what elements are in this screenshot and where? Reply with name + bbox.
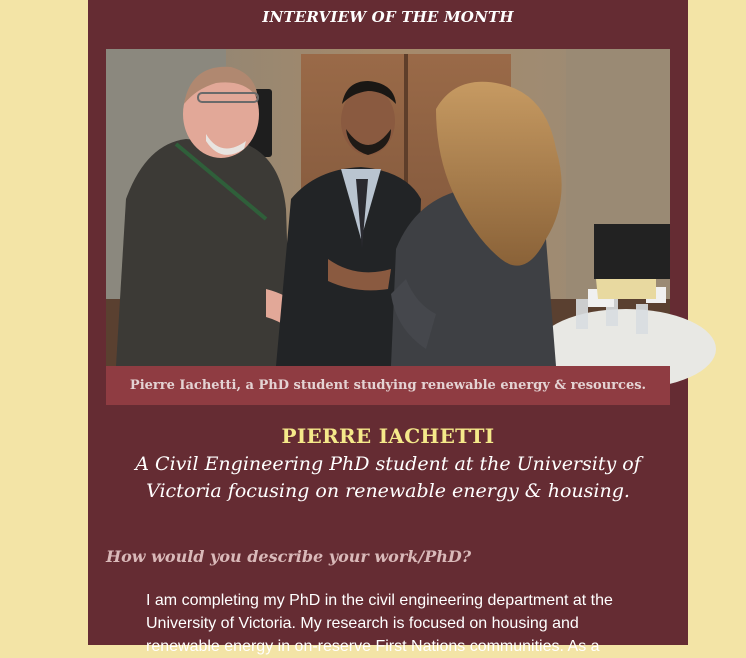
photo-caption: Pierre Iachetti, a PhD student studying renewable energy & resources. [106, 366, 670, 405]
interview-answer: I am completing my PhD in the civil engineering department at the University of Victoria. My research is focused on housing and renewable energy in on-reserve First Nations communities. As a [146, 592, 613, 655]
profile-name: PIERRE IACHETTI [281, 424, 495, 448]
feature-photo [106, 49, 670, 366]
section-title: INTERVIEW OF THE MONTH [262, 8, 514, 26]
profile-tagline: A Civil Engineering PhD student at the University of Victoria focusing on renewable energy & housing. [135, 453, 641, 502]
interview-question: How would you describe your work/PhD? [106, 547, 472, 566]
photo-illustration [106, 49, 670, 366]
newsletter-column [88, 0, 688, 655]
